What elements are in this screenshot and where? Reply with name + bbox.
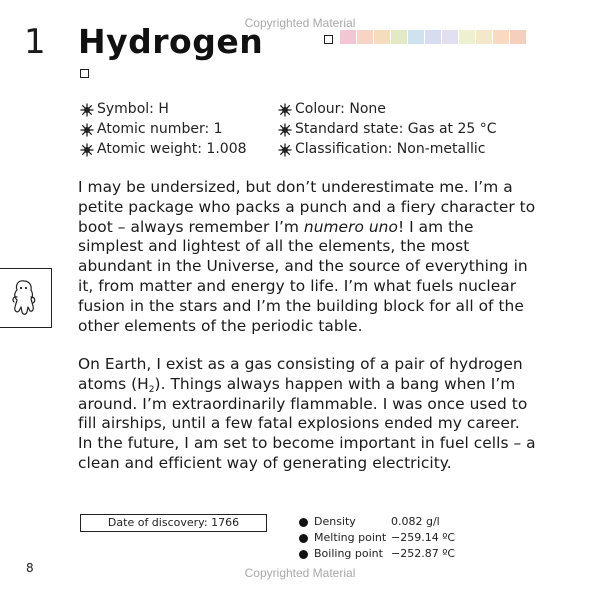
color-swatch: [391, 30, 407, 44]
discovery-date-box: Date of discovery: 1766: [80, 514, 267, 532]
element-name-heading: Hydrogen: [78, 22, 264, 61]
character-thumbnail: [0, 268, 52, 328]
page-number: 8: [26, 561, 34, 575]
hydrogen-character-icon: [0, 269, 50, 327]
sun-icon: [278, 143, 292, 157]
fact-item: [278, 100, 520, 119]
body-paragraph-1: I may be undersized, but don’t underestimate me. I’m a petite package who packs a punch and a fiery character to boot – always remember I’m numero uno! I am the simplest and lightest of all the elements, the most abundant in the Universe, and the source of everything in it, from matter and energy to life. I’m what fuels nuclear fusion in the stars and I’m the building block for all of the other elements of the periodic table.: [78, 178, 536, 335]
color-swatch: [408, 30, 424, 44]
fact-item: [278, 140, 520, 159]
fact-text: Colour: None: [295, 101, 386, 117]
sun-icon: [278, 103, 292, 117]
bullet-icon: [299, 550, 308, 559]
watermark-top: Copyrighted Material: [244, 16, 356, 30]
square-marker: [80, 69, 89, 78]
property-label: Melting point: [314, 531, 387, 544]
sun-icon: [80, 103, 94, 117]
color-swatch: [374, 30, 390, 44]
atomic-number-heading: 1: [24, 22, 46, 62]
fact-text: Atomic weight: 1.008: [97, 141, 247, 157]
property-row: [299, 530, 455, 546]
bullet-icon: [299, 534, 308, 543]
property-list: [299, 514, 455, 562]
color-swatch: [340, 30, 356, 44]
sun-icon: [278, 123, 292, 137]
square-marker: [324, 35, 333, 44]
sun-icon: [80, 123, 94, 137]
fact-list: [80, 100, 520, 159]
fact-item: [80, 140, 278, 159]
fact-item: [80, 100, 278, 119]
property-value: 0.082 g/l: [391, 515, 440, 528]
color-swatch: [476, 30, 492, 44]
property-label: Boiling point: [314, 547, 383, 560]
body-paragraph-2: On Earth, I exist as a gas consisting of a pair of hydrogen atoms $(H_2)$. Things always happen with a bang when I’m around. I’m extraordinarily flammable. I was once used to fill airships, until a few fatal explosions ended my career. In the future, I am set to become important in fuel cells – a clean and efficient way of generating electricity.: [78, 355, 536, 472]
emphasis-text: numero uno: [303, 217, 398, 236]
fact-text: Standard state: Gas at 25 °C: [295, 121, 497, 137]
color-swatch: [459, 30, 475, 44]
color-swatch: [442, 30, 458, 44]
sun-icon: [80, 143, 94, 157]
property-value: −259.14 ºC: [391, 531, 456, 544]
fact-text: Atomic number: 1: [97, 121, 223, 137]
property-row: [299, 514, 455, 530]
property-value: −252.87 ºC: [391, 547, 456, 560]
bullet-icon: [299, 518, 308, 527]
color-swatch: [510, 30, 526, 44]
property-label: Density: [314, 515, 356, 528]
fact-text: Classification: Non-metallic: [295, 141, 486, 157]
color-swatch: [425, 30, 441, 44]
subscript: 2: [148, 384, 155, 395]
fact-item: [80, 120, 278, 139]
watermark-bottom: Copyrighted Material: [244, 566, 356, 580]
color-swatch: [357, 30, 373, 44]
fact-text: Symbol: H: [97, 101, 169, 117]
color-swatch: [493, 30, 509, 44]
property-row: [299, 546, 455, 562]
color-strip: [340, 30, 527, 44]
fact-item: [278, 120, 520, 139]
